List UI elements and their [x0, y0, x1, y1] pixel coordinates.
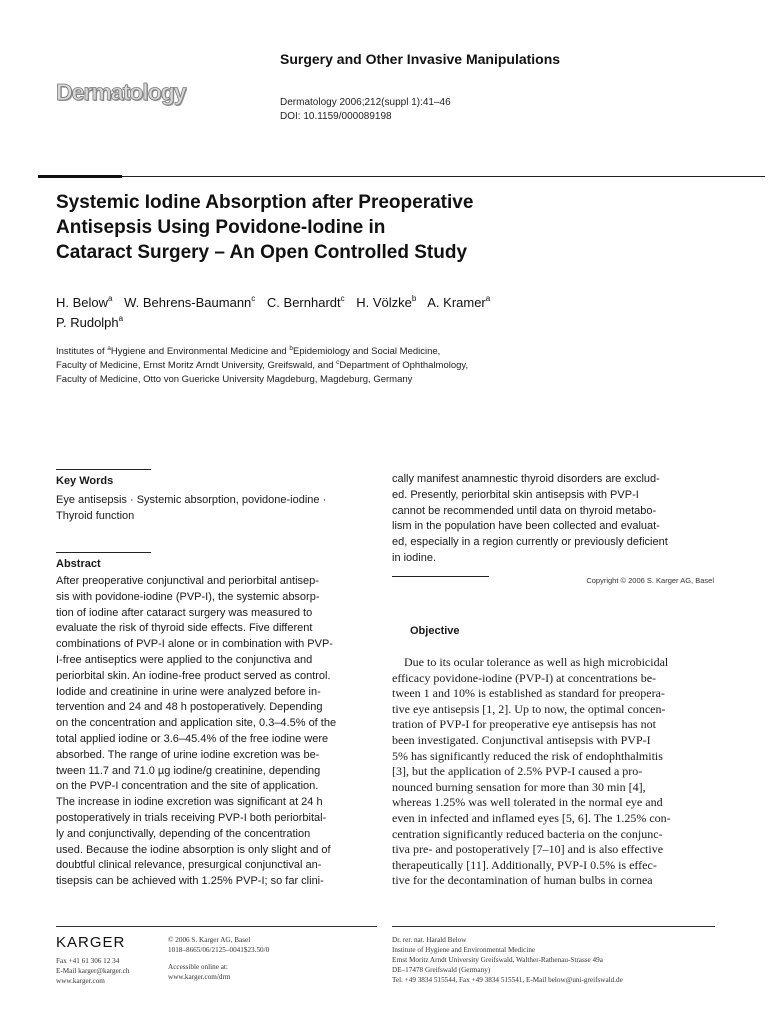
objective-line: nounced burning sensation for more than 30 min [4],	[392, 779, 646, 794]
author-affiliation-marker: c	[251, 294, 256, 303]
abstract-line: in iodine.	[392, 551, 437, 564]
objective-line: Due to its ocular tolerance as well as high microbicidal	[404, 655, 669, 669]
affiliation-text: Hygiene and Environmental Medicine and	[110, 346, 290, 357]
correspondence-line: Ernst Moritz Arndt University Greifswald, Walther-Rathenau-Strasse 49a	[392, 956, 603, 964]
contact-email-link[interactable]: E-Mail karger@karger.ch	[56, 967, 130, 975]
objective-line: tive eye antisepsis [1, 2]. Up to now, the optimal concen-	[392, 701, 666, 716]
abstract-line: evaluate the risk of thyroid side effects. Five different	[56, 622, 313, 635]
header-rule	[38, 176, 765, 177]
journal-logo: Dermatology	[56, 79, 186, 105]
abstract-line: I-free antiseptics were applied to the conjunctiva and	[56, 653, 313, 666]
abstract-line: Iodide and creatinine in urine were analyzed before in-	[56, 685, 321, 698]
affiliation-marker: b	[289, 345, 293, 352]
abstract-line: doubtful clinical relevance, presurgical conjunctival an-	[56, 859, 322, 872]
objective-line: therapeutically [11]. Additionally, PVP-I 0.5% is effec-	[392, 857, 657, 872]
author-affiliation-marker: a	[118, 314, 124, 323]
footer-rule	[392, 926, 715, 927]
affiliation-marker: c	[336, 359, 340, 366]
objective-line: tive for the decontamination of human bulbs in cornea	[392, 873, 653, 888]
abstract-line: on the PVP-I concentration and the site of application.	[56, 780, 319, 793]
citation	[280, 96, 451, 123]
abstract-line: cally manifest anamnestic thyroid disorders are exclud-	[392, 473, 660, 485]
objective-line: centration significantly reduced bacteria on the conjunc-	[392, 826, 663, 841]
affiliation-marker: a	[107, 345, 111, 352]
author-name: W. Behrens-Baumann	[124, 295, 252, 310]
objective-line: tration of PVP-I for preoperative eye antisepsis has not	[392, 717, 656, 732]
author-name: H. Below	[56, 295, 109, 310]
abstract-line: absorbed. The range of urine iodine excretion was be-	[56, 748, 320, 761]
affiliation-text: Institutes of	[56, 346, 108, 357]
abstract-continuation	[392, 472, 715, 567]
keywords-line: Eye antisepsis · Systemic absorption, povidone-iodine ·	[56, 494, 327, 506]
abstract-line: postoperatively in trials receiving PVP-I both periorbital-	[56, 811, 327, 824]
abstract-line: lism in the population have been collected and evaluat-	[392, 520, 660, 533]
title-line: Cataract Surgery – An Open Controlled Study	[56, 242, 468, 263]
affiliation-line	[56, 345, 468, 359]
copyright-notice: Copyright © 2006 S. Karger AG, Basel	[586, 576, 714, 585]
affiliation-line	[56, 359, 468, 373]
contact-line: Fax +41 61 306 12 34	[56, 957, 120, 965]
copyright-line	[168, 955, 269, 962]
objective-body	[392, 655, 715, 889]
abstract-line: cannot be recommended until data on thyroid metabo-	[392, 504, 657, 517]
affiliation-text: Epidemiology and Social Medicine,	[292, 346, 441, 357]
doi-link[interactable]: DOI: 10.1159/000089198	[280, 110, 392, 122]
objective-line: [3], but the application of 2.5% PVP-I caused a pro-	[392, 764, 643, 779]
author-affiliation-marker: a	[108, 294, 113, 303]
abstract-rule	[56, 552, 151, 553]
copyright-line: Accessible online at:	[168, 963, 228, 971]
abstract-line: ed. Presently, periorbital skin antisepsis with PVP-I	[392, 488, 639, 501]
keywords-line: Thyroid function	[56, 510, 135, 522]
author-affiliation-marker: a	[485, 294, 491, 303]
author-affiliation-marker: b	[411, 294, 417, 303]
abstract-body	[56, 574, 377, 890]
objective-line: tiva pre- and postoperatively [7–10] and is also effective	[392, 842, 664, 857]
affiliations	[56, 345, 468, 387]
keywords-heading: Key Words	[56, 475, 114, 487]
author-name: H. Völzke	[356, 295, 412, 310]
objective-heading: Objective	[410, 625, 460, 637]
copyright-rule	[392, 576, 489, 577]
title-line: Systemic Iodine Absorption after Preoperative	[56, 192, 474, 213]
author-name: C. Bernhardt	[266, 295, 341, 310]
affiliation-line: Faculty of Medicine, Otto von Guericke University Magdeburg, Magdeburg, Germany	[56, 374, 413, 385]
abstract-line: ly and conjunctivally, depending of the concentration	[56, 827, 311, 840]
correspondence-line: Institute of Hygiene and Environmental Medicine	[392, 946, 536, 954]
header-rule-accent	[38, 175, 122, 178]
abstract-line: ed, especially in a region currently or previously deficient	[392, 536, 668, 549]
publisher-contact	[56, 956, 129, 986]
affiliation-text: Faculty of Medicine, Ernst Moritz Arndt University, Greifswald, and	[56, 360, 337, 371]
keywords-rule	[56, 469, 151, 470]
abstract-line: After preoperative conjunctival and periorbital antisep-	[56, 575, 319, 587]
section-heading: Surgery and Other Invasive Manipulations	[280, 51, 561, 67]
abstract-line: tion of iodine after cataract surgery was measured to	[56, 606, 313, 619]
footer-rule	[56, 926, 377, 927]
abstract-line: tervention and 24 and 48 h postoperatively. Depending	[56, 701, 323, 714]
correspondence	[392, 935, 623, 985]
abstract-line: The increase in iodine excretion was significant at 24 h	[56, 796, 323, 809]
objective-line: been investigated. Conjunctival antisepsis with PVP-I	[392, 732, 651, 747]
abstract-line: on the concentration and application site, 0.3–4.5% of the	[56, 717, 337, 730]
objective-line: tween 1 and 10% is established as standard for preopera-	[392, 686, 665, 701]
title-line: Antisepsis Using Povidone-Iodine in	[56, 217, 386, 238]
article-title	[56, 190, 656, 265]
copyright-block	[168, 935, 269, 982]
correspondence-contact-line[interactable]: Tel. +49 3834 515544, Fax +49 3834 515541, E-Mail below@uni-greifswald.de	[392, 976, 623, 984]
author-line	[56, 293, 490, 313]
abstract-line: combinations of PVP-I alone or in combination with PVP-	[56, 638, 333, 651]
abstract-line: total applied iodine or 3.6–45.4% of the free iodine were	[56, 732, 329, 745]
objective-line: efficacy povidone-iodine (PVP-I) at concentrations be-	[392, 670, 657, 685]
abstract-line: periorbital skin. An iodine-free product served as control.	[56, 669, 331, 682]
abstract-line: tisepsis can be achieved with 1.25% PVP-I; so far clini-	[56, 875, 324, 888]
publisher-logo: KARGER	[56, 934, 126, 951]
citation-line: Dermatology 2006;212(suppl 1):41–46	[280, 97, 451, 108]
correspondence-line: Dr. rer. nat. Harald Below	[392, 936, 467, 944]
abstract-line: tween 11.7 and 71.0 µg iodine/g creatinine, depending	[56, 764, 321, 777]
author-name: P. Rudolph	[56, 315, 119, 330]
abstract-heading: Abstract	[56, 558, 101, 570]
author-name: A. Kramer	[427, 295, 486, 310]
copyright-line: © 2006 S. Karger AG, Basel	[168, 936, 251, 944]
copyright-line: 1018–8665/06/2125–0041$23.50/0	[168, 946, 270, 954]
abstract-line: sis with povidone-iodine (PVP-I), the systemic absorp-	[56, 590, 320, 603]
abstract-line: used. Because the iodine absorption is only slight and of	[56, 843, 331, 856]
author-affiliation-marker: c	[340, 294, 345, 303]
contact-website-link[interactable]: www.karger.com	[56, 977, 105, 985]
author-list	[56, 293, 490, 333]
keywords-text	[56, 492, 326, 524]
objective-line: whereas 1.25% was well tolerated in the normal eye and	[392, 795, 663, 810]
author-line	[56, 313, 490, 333]
correspondence-line: DE–17478 Greifswald (Germany)	[392, 966, 491, 974]
objective-line: 5% has significantly reduced the risk of endophthalmitis	[392, 748, 663, 763]
objective-line: even in infected and inflamed eyes [5, 6]. The 1.25% con-	[392, 810, 671, 825]
online-link[interactable]: www.karger.com/drm	[168, 973, 231, 981]
affiliation-text: Department of Ophthalmology,	[339, 360, 469, 371]
